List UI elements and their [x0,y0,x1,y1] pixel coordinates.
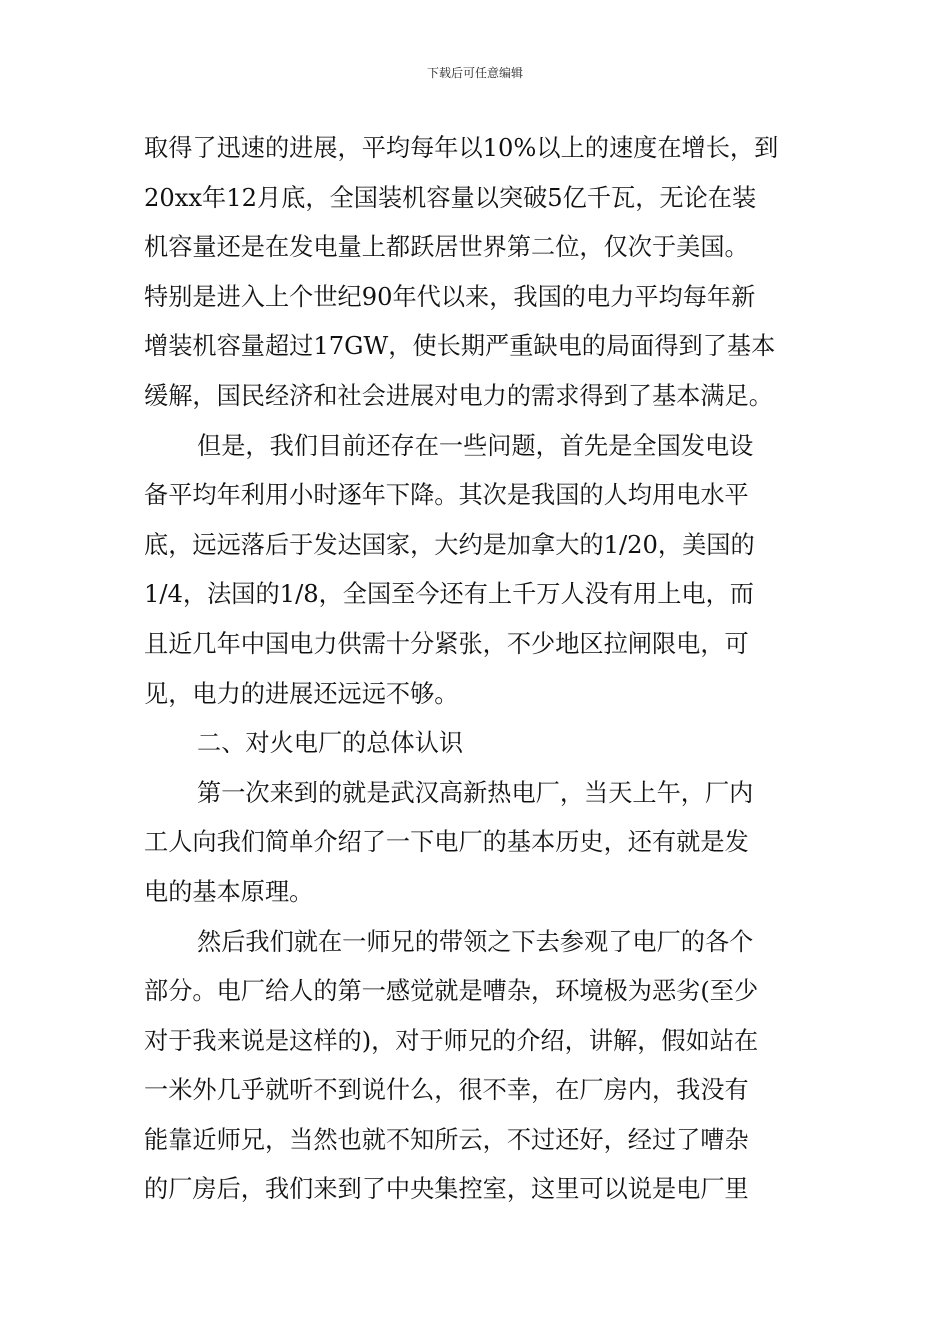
text-line: 第一次来到的就是武汉高新热电厂，当天上午，厂内 [197,778,754,807]
page-header: 下载后可任意编辑 [426,66,523,80]
text-line: 机容量还是在发电量上都跃居世界第二位，仅次于美国。 [144,233,749,262]
text-line: 1/4，法国的1/8，全国至今还有上千万人没有用上电，而 [144,580,754,609]
text-line: 部分。电厂给人的第一感觉就是嘈杂，环境极为恶劣(至少 [144,977,759,1006]
text-line: 缓解，国民经济和社会进展对电力的需求得到了基本满足。 [144,381,773,410]
text-line: 工人向我们简单介绍了一下电厂的基本历史，还有就是发 [144,828,749,857]
text-line: 底，远远落后于发达国家，大约是加拿大的1/20，美国的 [144,530,755,559]
text-line: 然后我们就在一师兄的带领之下去参观了电厂的各个 [197,927,754,956]
text-line: 特别是进入上个世纪90年代以来，我国的电力平均每年新 [144,282,756,311]
text-line: 备平均年利用小时逐年下降。其次是我国的人均用电水平 [144,481,749,510]
text-line: 二、对火电厂的总体认识 [197,729,464,758]
text-line: 能靠近师兄，当然也就不知所云，不过还好，经过了嘈杂 [144,1125,749,1154]
text-line: 见，电力的进展还远远不够。 [144,679,459,708]
text-line: 一米外几乎就听不到说什么，很不幸，在厂房内，我没有 [144,1076,749,1105]
text-line: 对于我来说是这样的)，对于师兄的介绍，讲解，假如站在 [144,1026,759,1055]
text-line: 20xx年12月底，全国装机容量以突破5亿千瓦，无论在装 [144,183,757,212]
text-line: 但是，我们目前还存在一些问题，首先是全国发电设 [197,431,754,460]
text-line: 增装机容量超过17GW，使长期严重缺电的局面得到了基本 [144,332,776,361]
text-line: 电的基本原理。 [144,877,314,906]
text-line: 的厂房后，我们来到了中央集控室，这里可以说是电厂里 [144,1175,749,1204]
text-line: 取得了迅速的进展，平均每年以10%以上的速度在增长，到 [144,134,779,162]
text-line: 且近几年中国电力供需十分紧张，不少地区拉闸限电，可 [144,629,749,658]
document-body [144,124,814,1215]
